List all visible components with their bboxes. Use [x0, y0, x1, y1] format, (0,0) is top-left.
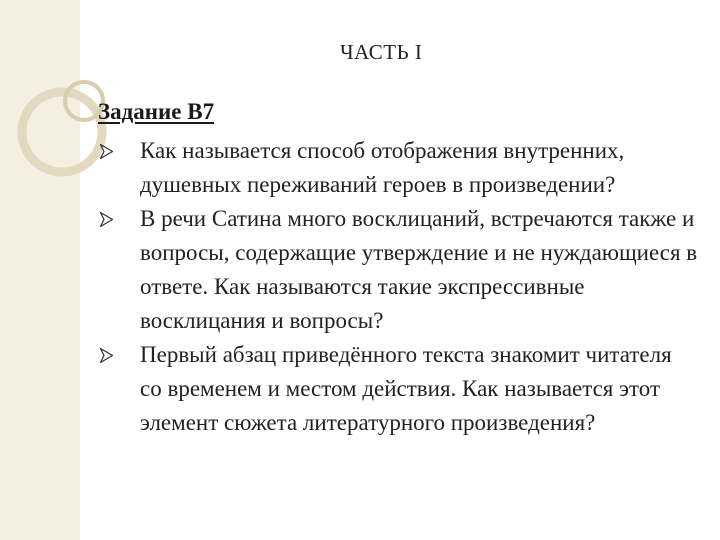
decor-ring-large [22, 92, 102, 172]
arrowhead-bullet-icon [100, 348, 113, 363]
arrowhead-bullet-icon [100, 212, 113, 227]
question-item [98, 202, 698, 338]
slide-title: ЧАСТЬ I [340, 40, 423, 64]
question-text: Как называется способ отображения внутренних, душевных переживаний героев в произведении? [140, 138, 625, 197]
question-text: В речи Сатина много восклицаний, встречаются также и вопросы, содержащие утверждение и не нуждающиеся в ответе. Как называются такие экспрессивные восклицания и вопросы? [140, 206, 698, 333]
arrowhead-bullet-icon [100, 144, 113, 159]
question-list [98, 134, 698, 440]
question-item [98, 338, 698, 440]
question-item [98, 134, 698, 202]
decorative-rings [0, 0, 110, 220]
section-heading: Задание В7 [98, 99, 215, 124]
question-text: Первый абзац приведённого текста знакомит читателя со временем и местом действия. Как называется этот элемент сюжета литературного произведения? [140, 342, 672, 435]
